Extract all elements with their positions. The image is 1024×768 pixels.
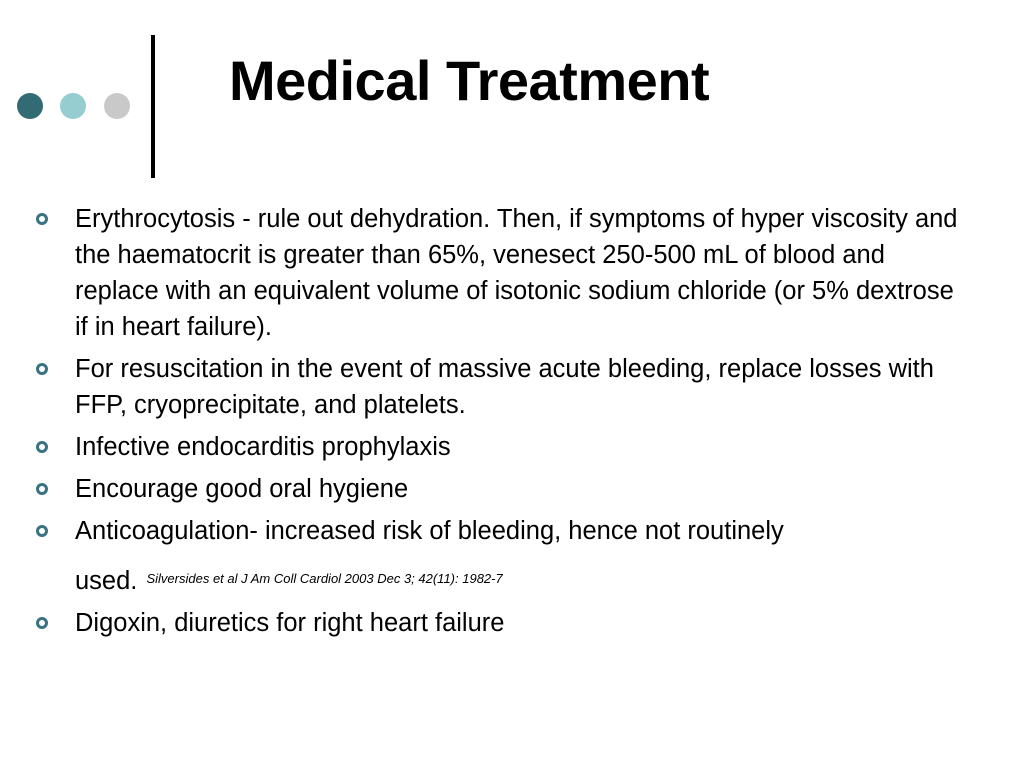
bullet-item-endocarditis [36, 429, 966, 465]
decorative-dot-grey [104, 93, 130, 119]
bullet-circle-icon [36, 617, 48, 629]
bullet-item-oral-hygiene [36, 471, 966, 507]
bullet-circle-icon [36, 213, 48, 225]
bullet-list [36, 201, 966, 647]
bullet-text: Infective endocarditis prophylaxis [75, 433, 451, 461]
bullet-circle-icon [36, 363, 48, 375]
citation-reference: Silversides et al J Am Coll Cardiol 2003 Dec 3; 42(11): 1982-7 [146, 571, 503, 586]
bullet-text-line2: used. [75, 567, 138, 595]
bullet-text-line1: Anticoagulation- increased risk of bleeding, hence not routinely [75, 517, 784, 545]
bullet-item-digoxin [36, 605, 966, 641]
bullet-text: Encourage good oral hygiene [75, 475, 409, 503]
bullet-text: For resuscitation in the event of massive acute bleeding, replace losses with FFP, cryoprecipitate, and platelets. [75, 355, 934, 419]
bullet-text: Digoxin, diuretics for right heart failure [75, 609, 505, 637]
bullet-circle-icon [36, 441, 48, 453]
bullet-text: Erythrocytosis - rule out dehydration. Then, if symptoms of hyper viscosity and the haematocrit is greater than 65%, venesect 250-500 mL of blood and replace with an equivalent volume of isotonic sodium chloride (or 5% dextrose if in heart failure). [75, 205, 958, 341]
title-divider-line [151, 35, 155, 178]
slide-title: Medical Treatment [229, 49, 710, 112]
bullet-text-line2-wrapper [75, 561, 966, 599]
decorative-dot-light [60, 93, 86, 119]
bullet-item-erythrocytosis [36, 201, 966, 345]
bullet-item-resuscitation [36, 351, 966, 423]
bullet-circle-icon [36, 483, 48, 495]
bullet-circle-icon [36, 525, 48, 537]
bullet-item-anticoagulation [36, 513, 966, 599]
decorative-dot-dark [17, 93, 43, 119]
